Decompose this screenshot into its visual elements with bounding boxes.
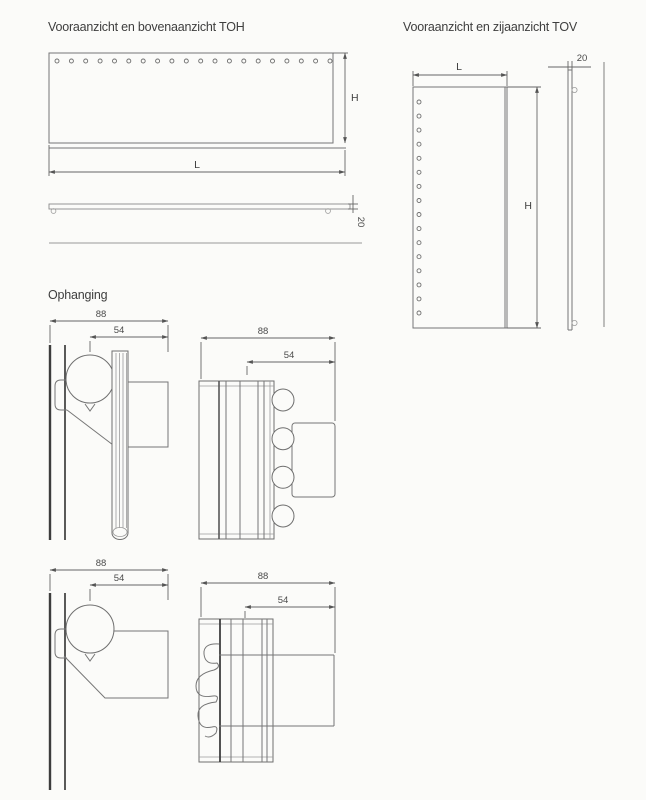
bracket-detail-toh-front [199,326,335,539]
detail-b-outer-label: 88 [257,326,269,337]
toh-section-title: Vooraanzicht en bovenaanzicht TOH [48,20,245,34]
tov-section-title: Vooraanzicht en zijaanzicht TOV [403,20,578,34]
tov-hook-top [572,87,577,92]
toh-panel-outline [49,53,333,143]
hole-circle [417,269,421,273]
hole-circle [98,59,102,63]
toh-top-view [49,195,366,227]
detail-d-panel [199,619,273,762]
hole-circle [69,59,73,63]
detail-a-tube-circle [66,355,114,403]
bracket-detail-toh-side [50,309,168,540]
bracket-detail-tov-side [50,558,168,790]
ophanging-title: Ophanging [48,288,108,302]
detail-c-inner-label: 54 [113,573,125,584]
detail-a-panel-strip [112,351,128,540]
toh-depth-dimension [348,195,366,227]
hole-circle [417,199,421,203]
hole-circle [417,114,421,118]
detail-b-tube-circles [272,389,294,527]
hole-circle [417,255,421,259]
tov-section [403,20,604,330]
hole-circle [272,505,294,527]
tov-hole-column [417,100,421,315]
ophanging-section [48,288,335,790]
hole-circle [417,170,421,174]
hole-circle [113,59,117,63]
hole-circle [417,311,421,315]
hole-circle [417,283,421,287]
hole-circle [417,241,421,245]
toh-length-dimension [49,145,345,176]
hole-circle [417,142,421,146]
tov-panel-outline [413,87,507,328]
toh-section [48,20,366,243]
detail-a-wall [50,345,65,540]
hole-circle [184,59,188,63]
hole-circle [314,59,318,63]
hole-circle [199,59,203,63]
tov-front-view [413,61,541,328]
tov-side-view [548,53,604,330]
hole-circle [242,59,246,63]
hole-circle [84,59,88,63]
hole-circle [156,59,160,63]
hole-circle [170,59,174,63]
hole-circle [256,59,260,63]
hole-circle [417,184,421,188]
toh-depth-label: 20 [355,216,366,228]
hole-circle [55,59,59,63]
detail-c-outer-label: 88 [95,558,107,569]
toh-height-label: H [351,92,359,104]
toh-hole-row [55,59,332,63]
detail-a-dimensions [50,309,168,352]
detail-c-clip [85,654,95,661]
hole-circle [285,59,289,63]
detail-d-inner-label: 54 [277,595,289,606]
hole-circle [272,389,294,411]
hole-circle [271,59,275,63]
tov-hook-bottom [572,320,577,325]
detail-a-inner-label: 54 [113,325,125,336]
hole-circle [417,128,421,132]
detail-c-tube-circle [66,605,114,653]
detail-c-dimensions [50,558,168,601]
hole-circle [417,100,421,104]
bracket-detail-tov-front [196,571,335,762]
tov-height-label: H [524,200,532,212]
hole-circle [299,59,303,63]
toh-top-view-strip [49,204,350,209]
detail-d-outer-label: 88 [257,571,269,582]
hole-circle [141,59,145,63]
detail-b-inner-label: 54 [283,350,295,361]
toh-height-dimension [333,53,359,143]
hole-circle [417,213,421,217]
detail-b-panel [199,381,274,539]
tov-length-label: L [456,61,462,73]
detail-b-bracket-plate [292,423,335,497]
hole-circle [227,59,231,63]
detail-a-outer-label: 88 [95,309,107,320]
hole-circle [272,466,294,488]
toh-length-label: L [194,159,200,171]
detail-a-clip [85,404,95,411]
tov-depth-dimension [548,53,591,72]
toh-front-view [49,53,359,176]
hole-circle [328,59,332,63]
tov-depth-label: 20 [576,53,588,64]
hole-circle [417,227,421,231]
hole-circle [417,156,421,160]
detail-c-wall [50,593,65,790]
hole-circle [127,59,131,63]
hole-circle [417,297,421,301]
tov-length-dimension [413,61,507,86]
hole-circle [272,428,294,450]
tov-side-strip [568,70,572,330]
tov-height-dimension [507,87,541,328]
hole-circle [213,59,217,63]
